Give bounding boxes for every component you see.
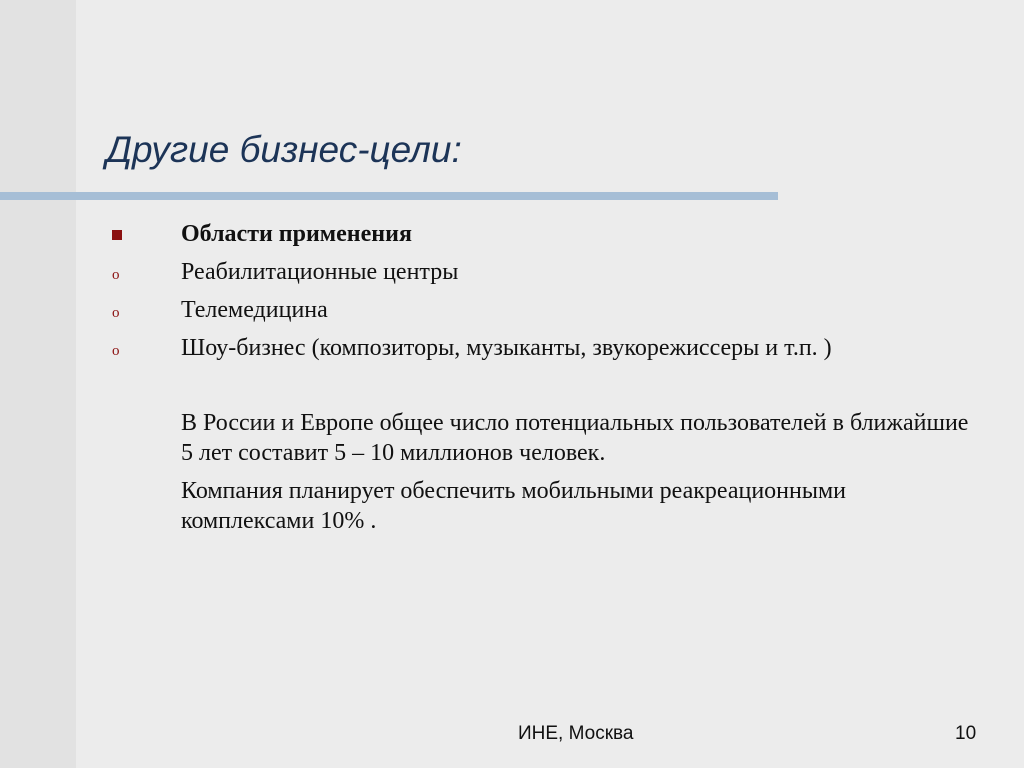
circle-bullet-icon: o: [112, 305, 120, 321]
market-size-paragraph: В России и Европе общее число потенциальных пользователей в ближайшие 5 лет составит 5 – 10 миллионов человек.: [181, 410, 969, 466]
slide-title: Другие бизнес-цели:: [106, 129, 462, 170]
title-divider: [0, 192, 778, 200]
list-item: [0, 294, 1024, 332]
list-item-text: Реабилитационные центры: [181, 259, 459, 285]
circle-bullet-icon: o: [112, 343, 120, 359]
circle-bullet-icon: o: [112, 267, 120, 283]
footer-organization: ИНЕ, Москва: [518, 723, 634, 744]
slide-content: [0, 218, 1024, 534]
list-item-text: Шоу-бизнес (композиторы, музыканты, звукорежиссеры и т.п. ): [181, 335, 832, 361]
left-decor-band: [0, 0, 76, 768]
square-bullet-icon: [112, 230, 122, 240]
heading-row: [0, 218, 1024, 256]
page-number: 10: [955, 723, 977, 744]
section-heading: Области применения: [181, 221, 412, 247]
list-item: [0, 332, 1024, 370]
list-item: [0, 256, 1024, 294]
list-item-text: Телемедицина: [181, 297, 328, 323]
company-plan-paragraph: Компания планирует обеспечить мобильными реакреационными комплексами 10% .: [181, 478, 847, 534]
